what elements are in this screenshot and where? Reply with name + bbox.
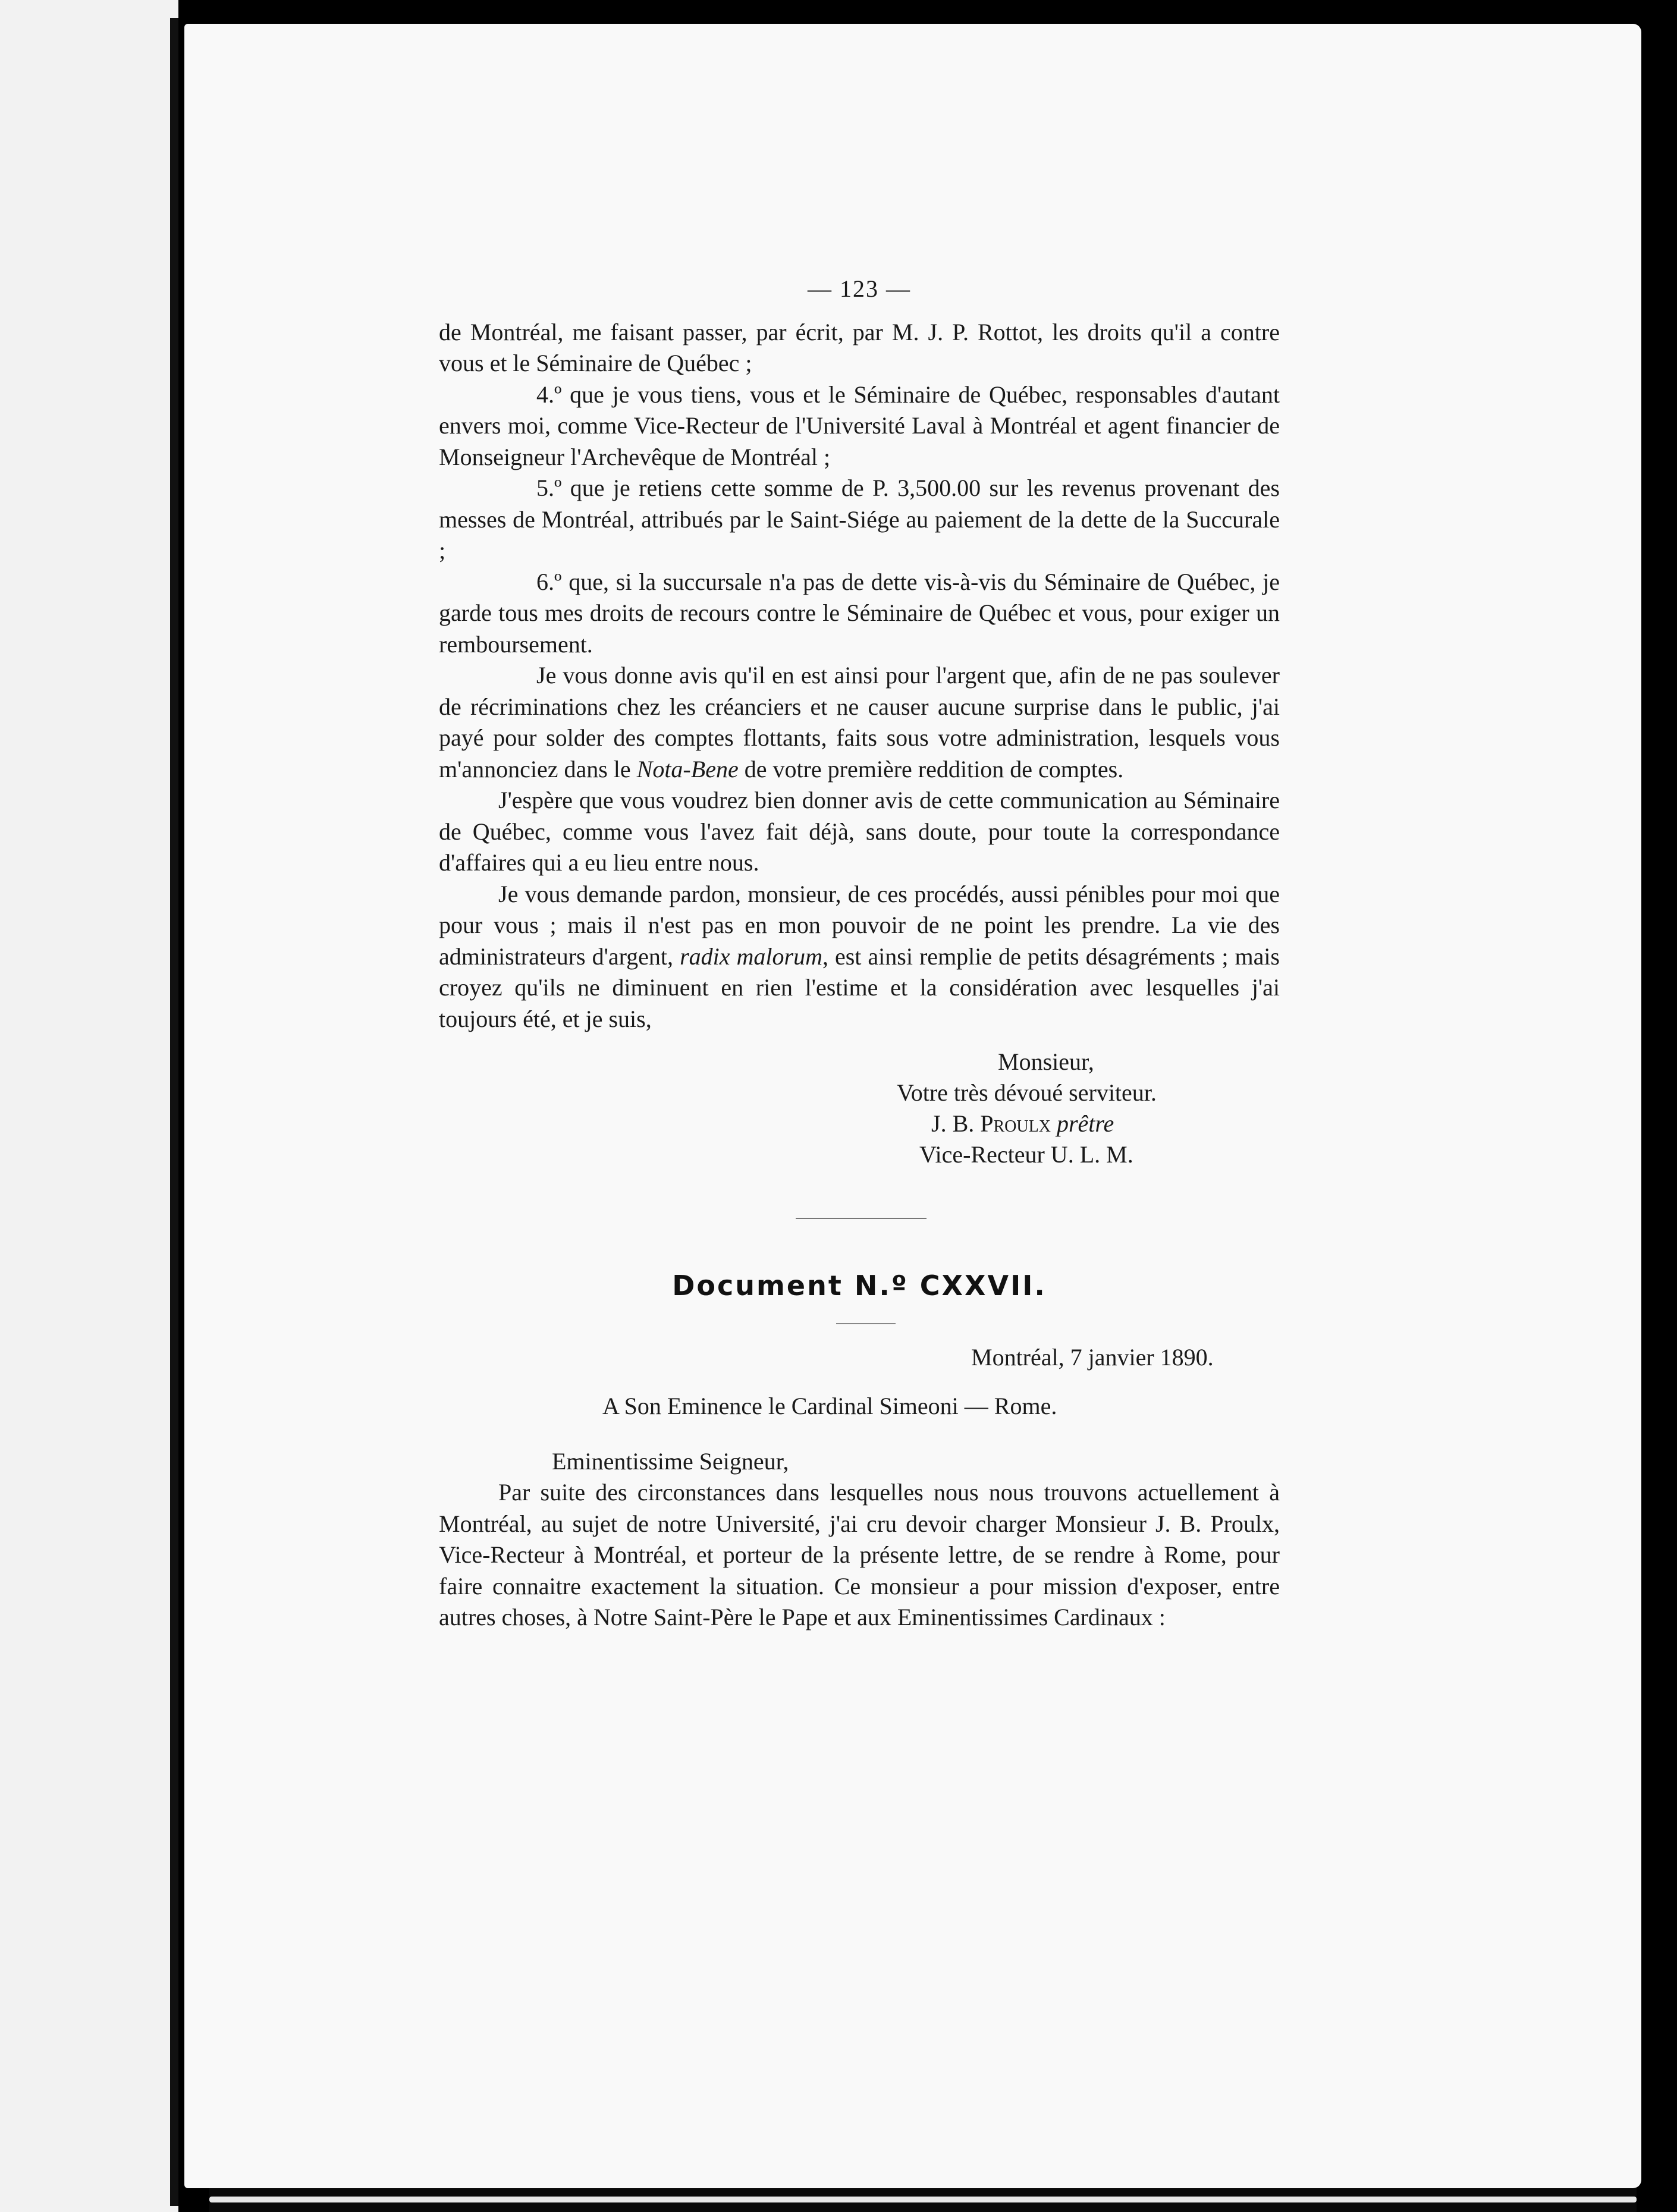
signature-address: Monsieur, [998,1048,1094,1075]
paragraph-espere: J'espère que vous voudrez bien donner avis de cette communication au Séminaire de Québec, comme vous l'avez fait déjà, sans doute, pour toute la correspondance d'affaires qui a eu lieu entre nous. [439,787,1280,876]
pardon-text-2: , est ainsi remplie de petits désagréments ; mais croyez qu'ils ne diminuent en rien l'estime et la considération avec lesquelles j'ai toujours été, et je suis, [439,942,1280,1032]
letter-continuation [439,317,1280,1171]
document-letter [439,1342,1280,1633]
signature-name-line [439,1108,1280,1139]
heading-divider [836,1323,896,1324]
signature-closing: Votre très dévoué serviteur. [897,1079,1157,1106]
signature-name-title: prêtre [1056,1110,1114,1137]
letter-date: Montréal, 7 janvier 1890. [971,1343,1214,1371]
paragraph-pardon [439,879,1280,1035]
avis-text-2: de votre première reddition de comptes. [738,755,1124,783]
paragraph-avis [439,660,1280,785]
signature-office: Vice-Recteur U. L. M. [919,1141,1133,1168]
avis-italic-nota-bene: Nota-Bene [636,755,739,783]
paragraph-item-4: 4.º que je vous tiens, vous et le Séminaire de Québec, responsables d'autant envers moi, comme Vice-Recteur de l'Université Laval à Montréal et agent financier de Monseigneur l'Archevêque de Montréal ; [439,381,1280,470]
left-page-margin [0,0,178,2212]
signature-name: J. B. Proulx [931,1110,1051,1137]
avis-text-1: Je vous donne avis qu'il en est ainsi pour l'argent que, afin de ne pas soulever de récriminations chez les créanciers et ne causer aucune surprise dans le public, j'ai payé pour solder des comptes flottants, faits sous votre administration, lesquels vous m'annonciez dans le [439,662,1280,783]
letter-salutation: Eminentissime Seigneur, [552,1447,789,1475]
page-number: — 123 — [808,275,911,302]
letter-body: Par suite des circonstances dans lesquelles nous nous trouvons actuellement à Montréal, au sujet de notre Université, j'ai cru devoir charger Monsieur J. B. Proulx, Vice-Recteur à Montréal, et porteur de la présente lettre, de se rendre à Rome, pour faire connaitre exactement la situation. Ce monsieur a pour mission d'exposer, entre autres choses, à Notre Saint-Père le Pape et aux Eminentissimes Cardinaux : [439,1479,1280,1630]
pardon-text-1: Je vous demande pardon, monsieur, de ces procédés, aussi pénibles pour moi que pour vous ; mais il n'est pas en mon pouvoir de ne point les prendre. La vie des administrateurs d'argent, [439,880,1280,970]
signature-block [439,1047,1280,1170]
document-heading: Document N.º CXXVII. [672,1270,1047,1302]
letter-addressee: A Son Eminence le Cardinal Simeoni — Rome. [602,1393,1057,1419]
page-edge-shadow [170,18,178,2206]
paragraph-continuation: de Montréal, me faisant passer, par écrit, par M. J. P. Rottot, les droits qu'il a contre vous et le Séminaire de Québec ; [439,318,1280,376]
paragraph-item-6: 6.º que, si la succursale n'a pas de dette vis-à-vis du Séminaire de Québec, je garde tous mes droits de recours contre le Séminaire de Québec et vous, pour exiger un remboursement. [439,568,1280,658]
page-content [439,274,1280,1633]
pardon-italic-radix: radix malorum [680,942,822,970]
section-divider [796,1218,927,1219]
page-bottom-edge [209,2188,1637,2212]
paragraph-item-5: 5.º que je retiens cette somme de P. 3,500.00 sur les revenus provenant des messes de Montréal, attribués par le Saint-Siége au paiement de la dette de la Succurale ; [439,475,1280,564]
